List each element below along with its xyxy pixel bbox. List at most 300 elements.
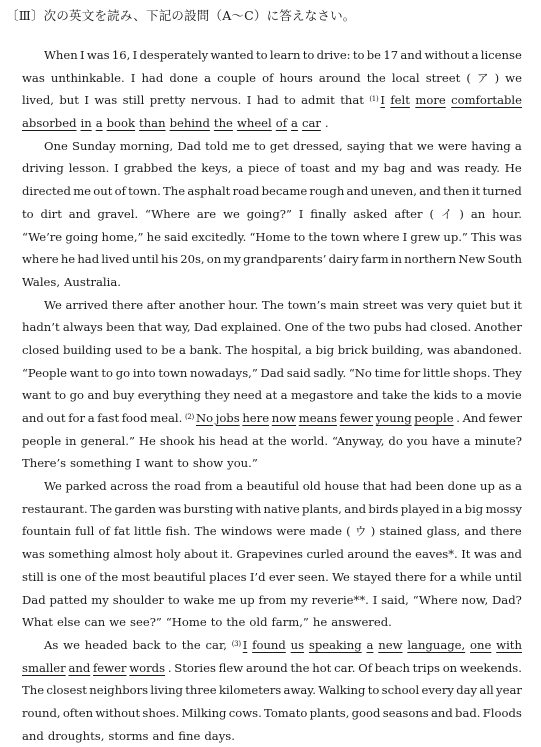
passage-word [368,498,398,521]
word-text: driving [22,161,64,176]
word-text: I [135,456,141,471]
word-text: We [44,479,62,494]
word-text: The [22,683,45,698]
passage-word [63,702,93,725]
passage-word [250,226,291,249]
word-text: 17 [383,48,399,62]
passage-word [367,634,374,657]
word-text: “Where [412,592,458,607]
passage-word [248,157,279,180]
word-text: street [425,70,461,85]
passage-word [410,157,432,180]
word-text: I [79,48,85,62]
passage-word [152,475,171,498]
passage-word [112,44,130,67]
passage-line [22,498,522,521]
passage-word [179,294,225,317]
passage-word [22,316,60,339]
word-text: ) [370,524,376,539]
passage-word [217,67,256,90]
word-text: became [261,184,308,199]
word-text: year [496,683,522,698]
passage-word [450,566,457,589]
passage-word [291,112,298,135]
word-text: a [87,411,95,425]
passage-word [106,316,135,339]
passage-word [198,430,215,453]
passage-line [22,566,522,589]
word-text: road [174,479,202,494]
passage-word [459,203,464,226]
word-text: from [258,592,287,607]
word-text: abandoned. [453,342,522,357]
word-text: Sunday [72,138,116,153]
word-text: beach [374,660,410,675]
word-text: world. [290,433,329,448]
passage-word [160,430,194,453]
passage-word [214,112,233,135]
word-text: ( [466,70,471,85]
word-text: there [490,524,522,539]
word-text: ) [459,206,464,221]
passage-word [481,44,522,67]
word-text: it. [220,547,234,562]
passage-word [262,294,284,317]
word-text: “People [22,365,68,380]
passage-word [108,725,148,747]
word-text: old [249,615,268,630]
word-text: said [164,229,189,244]
word-text: want [144,456,174,471]
word-text: very [427,297,453,312]
passage-word [318,679,365,702]
word-text: Milking [181,705,227,720]
passage-word [262,67,273,90]
word-text: to [167,592,180,607]
passage-word [166,520,191,543]
word-text: head [219,433,249,448]
word-text: every [421,683,454,698]
passage-line [22,407,522,430]
passage-word [395,566,426,589]
word-text: had [77,252,100,267]
word-text: need [233,388,263,403]
word-text: around [318,70,361,85]
word-text: go [69,388,85,403]
passage-word [410,226,440,249]
word-text: to [165,637,177,652]
passage-word [133,44,138,67]
passage-word [384,157,406,180]
passage-word [514,294,522,317]
passage-word [294,226,306,249]
word-text: toast [300,161,330,176]
passage-line [22,452,522,475]
word-text: been [106,320,135,335]
passage-word [242,407,269,430]
passage-word [353,203,387,226]
passage-word [422,679,454,702]
passage-word [476,384,483,407]
passage-word [64,271,121,294]
passage-word [466,67,471,90]
passage-word [150,679,183,702]
word-text: and [87,388,110,403]
word-text: his [160,252,179,267]
passage-line [22,520,522,543]
passage-word [363,294,398,317]
word-text: without [95,705,141,720]
word-text: good [351,705,381,720]
word-text: garden [114,501,157,516]
passage-word [313,611,327,634]
passage-word [46,407,65,430]
word-text: my [290,592,308,607]
word-text: brick [337,342,368,357]
word-text: and [334,161,357,176]
word-text: a [305,342,313,357]
passage-word [330,294,359,317]
word-text: hot [312,660,332,675]
word-text: and [464,524,487,539]
passage-word [270,44,301,67]
passage-word [252,634,286,657]
passage-word [237,112,272,135]
passage-word [182,702,227,725]
passage-word [22,67,45,90]
underlined-text: car [301,116,321,131]
passage-word [219,657,244,680]
passage-word [496,679,522,702]
passage-word [80,44,85,67]
underlined-text: us [290,637,305,652]
passage-word [276,520,305,543]
underlined-text: young [375,411,412,425]
passage-word [284,157,295,180]
passage-word [500,543,522,566]
passage-word [458,248,485,271]
word-text: grabbed [123,161,173,176]
word-text: ever [268,569,295,584]
word-text: as [498,479,512,494]
word-text: been [415,479,445,494]
passage-word [101,362,113,385]
word-text: was [473,547,497,562]
passage-word [390,475,412,498]
passage-word [353,44,365,67]
passage-word [290,657,309,680]
word-text: now, [461,592,489,607]
passage-word [279,67,312,90]
passage-word [456,679,477,702]
passage-word [303,44,315,67]
word-text: lived [101,252,130,267]
passage-word [63,634,80,657]
passage-word [309,634,362,657]
word-text: saying [346,138,385,153]
passage-word [93,657,126,680]
word-text: mossy [485,501,522,516]
passage-word [168,657,172,680]
passage-word [147,226,161,249]
word-text: road [232,184,260,199]
word-text: where [362,229,400,244]
word-text: to [461,388,473,403]
word-text: bank. [189,342,223,357]
word-text: the [181,637,201,652]
word-text: New [458,252,486,267]
passage-word [310,203,346,226]
passage-word [310,702,350,725]
word-text: the [308,229,328,244]
passage-word [22,180,71,203]
word-text: closed [22,342,60,357]
underlined-text: new [378,637,403,652]
passage-word [250,566,266,589]
word-text: stayed [353,569,392,584]
word-text: a [204,70,212,85]
passage-word [161,248,178,271]
passage-word [206,634,227,657]
passage-word [47,566,57,589]
word-text: fast [97,411,120,425]
word-text: full [75,524,95,539]
word-text: of [311,320,324,335]
passage-word [226,339,248,362]
passage-word [44,475,62,498]
word-text: beautiful [246,479,300,494]
passage-line [22,180,522,203]
passage-line [22,44,522,67]
word-text: ready. [464,161,500,176]
passage-line [22,589,522,612]
underlined-text: I [242,637,248,652]
word-text: was [22,70,45,85]
word-text: in [390,252,402,267]
passage-word [87,44,110,67]
passage-word [300,157,329,180]
word-text: Dad [22,592,46,607]
word-text: learn [269,48,301,62]
word-text: the [177,161,197,176]
word-text: bag [383,161,406,176]
passage-word [122,407,148,430]
passage-word [443,180,469,203]
word-text: I’d [249,569,266,584]
word-text: plants, [302,501,342,516]
word-text: to [254,138,266,153]
passage-word [70,362,99,385]
word-text: buy [112,388,135,403]
passage-word [247,89,252,112]
passage-word [471,203,485,226]
passage-word [65,430,76,453]
passage-word [102,226,144,249]
passage-word [389,135,413,158]
passage-word [331,226,360,249]
passage-line [22,657,522,680]
passage-word [431,702,453,725]
word-text: 20s, [180,252,205,267]
word-text: with [235,501,262,516]
passage-word [312,316,323,339]
word-text: and [356,388,379,403]
word-text: birds [368,501,399,516]
passage-word [488,407,521,430]
passage-word [247,475,300,498]
passage-word [332,566,350,589]
word-text: they [204,388,230,403]
passage-line [22,634,522,657]
underlined-text: means [298,411,337,425]
passage-word [413,589,458,612]
passage-word [207,248,221,271]
passage-word [417,135,434,158]
word-text: in [65,433,77,448]
word-text: fountain [22,524,71,539]
passage-word [264,702,307,725]
word-text: three [185,683,217,698]
word-text: days. [204,728,235,743]
passage-word [355,520,367,543]
passage-word [223,203,240,226]
passage-word [185,407,213,430]
word-text: a [179,342,186,357]
word-text: his [198,433,216,448]
word-text: and [400,48,423,62]
passage-word [22,248,59,271]
passage-word [264,498,300,521]
passage-word [352,702,381,725]
passage-word [190,362,258,385]
passage-word [358,657,372,680]
passage-word [453,339,522,362]
passage-word [22,112,77,135]
word-text: going?” [246,206,292,221]
passage-word [89,679,148,702]
word-text: the [411,388,431,403]
passage-word [130,611,162,634]
word-text: you.” [227,456,258,471]
passage-word [114,498,156,521]
passage-word [22,226,62,249]
passage-word [480,475,495,498]
word-text: was [86,48,110,62]
word-text: hour. [228,297,259,312]
passage-word [259,589,287,612]
passage-word [123,89,145,112]
word-text: until [494,569,522,584]
passage-word [407,430,428,453]
word-text: Stories [174,660,216,675]
word-text: played [400,501,440,516]
word-text: the [226,615,246,630]
word-text: something [48,547,110,562]
passage-word [375,657,410,680]
underlined-text: than [139,116,166,131]
word-text: and [68,206,91,221]
word-text: ( [429,206,434,221]
word-text: and [410,161,432,176]
word-text: a [236,161,244,176]
word-text: said, [381,592,409,607]
passage-line [22,67,522,90]
word-text: back [132,637,161,652]
word-text: he [146,229,161,244]
underlined-text: absorbed [22,116,77,131]
passage-word [178,725,200,747]
passage-word [128,180,161,203]
passage-word [464,157,499,180]
passage-word [152,725,174,747]
passage-word [305,339,312,362]
word-text: excitedly. [191,229,247,244]
passage-word [22,566,44,589]
passage-word [133,634,161,657]
word-text: in [441,501,454,516]
passage-word [474,543,497,566]
passage-word [373,316,401,339]
word-text: When [44,48,78,62]
passage-word [464,430,471,453]
passage-word [59,89,79,112]
word-text: everything [137,388,201,403]
passage-word [340,407,373,430]
passage-word [456,407,460,430]
word-text: nowadays,” [190,365,258,380]
passage-word [161,339,175,362]
underlined-text: words [129,660,166,675]
passage-word [54,384,66,407]
passage-word [404,248,456,271]
word-text: want [69,365,99,380]
passage-word [483,702,522,725]
word-text: They [493,365,522,380]
word-text: headed [84,637,128,652]
word-text: after [146,297,176,312]
passage-word [141,67,163,90]
word-text: on [206,252,222,267]
word-text: I [132,48,138,62]
passage-word [346,520,351,543]
passage-word [401,498,440,521]
passage-word [486,498,522,521]
passage-word [268,430,287,453]
word-text: fat [113,524,130,539]
word-text: movie [486,388,522,403]
word-text: The [163,184,186,199]
passage-word [134,520,161,543]
underline-number-marker: (3) [231,639,241,648]
word-text: are [196,206,217,221]
passage-word [63,316,103,339]
passage-word [44,634,58,657]
passage-line [22,271,522,294]
passage-word [299,407,337,430]
word-text: old [302,479,321,494]
passage-word [249,611,267,634]
word-text: meal. [150,411,183,425]
word-text: One [44,138,68,153]
passage-word [156,543,181,566]
word-text: storms [108,728,149,743]
word-text: and [500,547,522,562]
passage-word [158,498,181,521]
passage-word [463,407,486,430]
passage-word [317,44,351,67]
word-text: desperately [139,48,209,62]
passage-word [22,725,44,747]
